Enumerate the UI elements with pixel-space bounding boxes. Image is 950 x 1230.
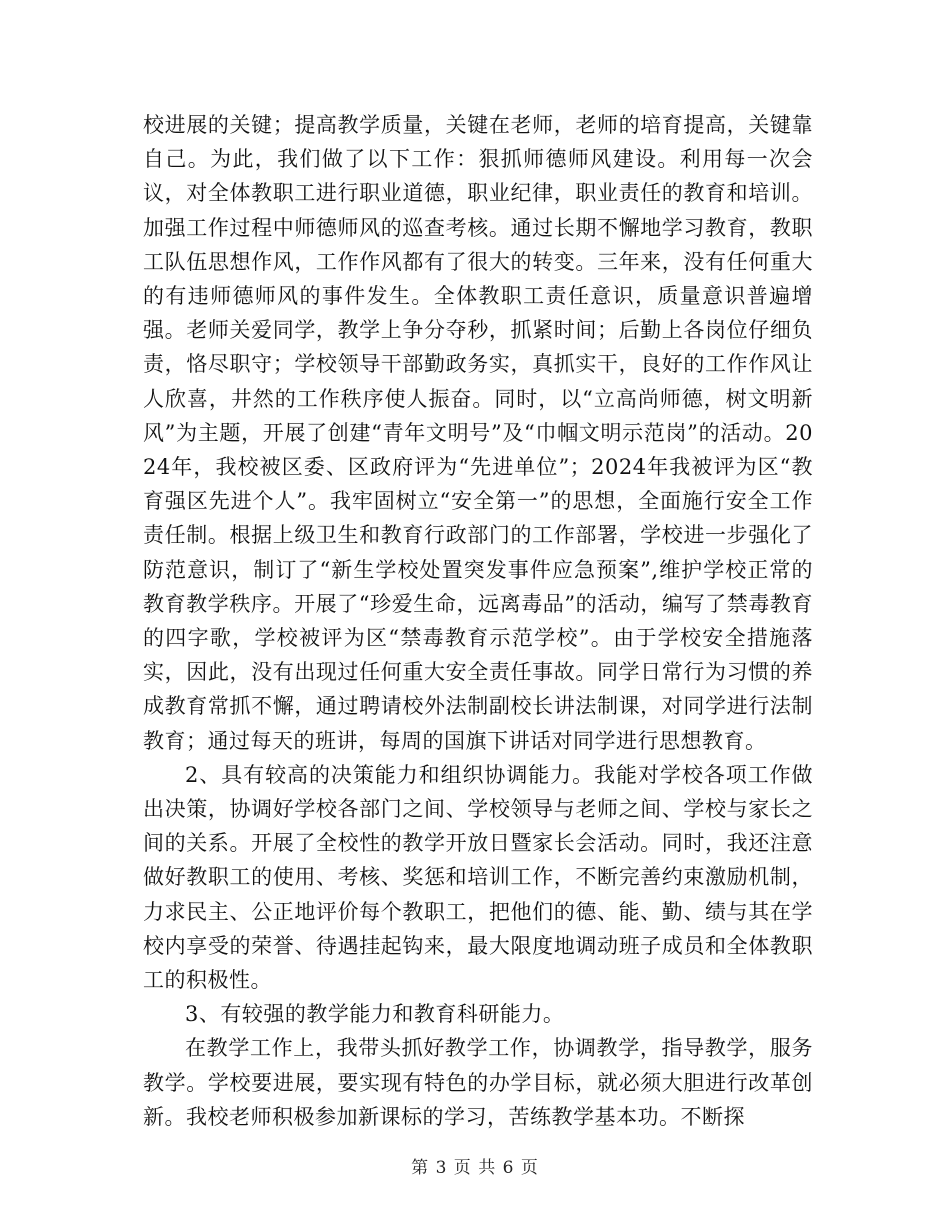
document-body	[143, 108, 813, 1134]
page-number-footer: 第 3 页 共 6 页	[411, 1158, 539, 1178]
paragraph-decision-ability: 2、具有较高的决策能力和组织协调能力。我能对学校各项工作做出决策，协调好学校各部门之间、学校领导与老师之间、学校与家长之间的关系。开展了全校性的教学开放日暨家长会活动。同时，我还注意做好教职工的使用、考核、奖惩和培训工作，不断完善约束激励机制，力求民主、公正地评价每个教职工，把他们的德、能、勤、绩与其在学校内享受的荣誉、待遇挂起钩来，最大限度地调动班子成员和全体教职工的积极性。	[143, 762, 813, 993]
paragraph-school-development: 校进展的关键；提高教学质量，关键在老师，老师的培育提高，关键靠自己。为此，我们做了以下工作：狠抓师德师风建设。利用每一次会议，对全体教职工进行职业道德，职业纪律，职业责任的教育和培训。加强工作过程中师德师风的巡查考核。通过长期不懈地学习教育，教职工队伍思想作风，工作作风都有了很大的转变。三年来，没有任何重大的有违师德师风的事件发生。全体教职工责任意识，质量意识普遍增强。老师关爱同学，教学上争分夺秒，抓紧时间；后勤上各岗位仔细负责，恪尽职守；学校领导干部勤政务实，真抓实干，良好的工作作风让人欣喜，井然的工作秩序使人振奋。同时，以“立高尚师德，树文明新风”为主题，开展了创建“青年文明号”及“巾帼文明示范岗”的活动。2024年，我校被区委、区政府评为“先进单位”；2024年我被评为区“教育强区先进个人”。我牢固树立“安全第一”的思想，全面施行安全工作责任制。根据上级卫生和教育行政部门的工作部署，学校进一步强化了防范意识，制订了“新生学校处置突发事件应急预案”,维护学校正常的教育教学秩序。开展了“珍爱生命，远离毒品”的活动，编写了禁毒教育的四字歌，学校被评为区“禁毒教育示范学校”。由于学校安全措施落实，因此，没有出现过任何重大安全责任事故。同学日常行为习惯的养成教育常抓不懈，通过聘请校外法制副校长讲法制课，对同学进行法制教育；通过每天的班讲，每周的国旗下讲话对同学进行思想教育。	[143, 113, 813, 753]
paragraph-teaching-ability-heading: 3、有较强的教学能力和教育科研能力。	[185, 1002, 565, 1027]
paragraph-teaching-work: 在教学工作上，我带头抓好教学工作，协调教学，指导教学，服务教学。学校要进展，要实现有特色的办学目标，就必须大胆进行改革创新。我校老师积极参加新课标的学习，苦练教学基本功。不断探	[143, 1036, 813, 1129]
